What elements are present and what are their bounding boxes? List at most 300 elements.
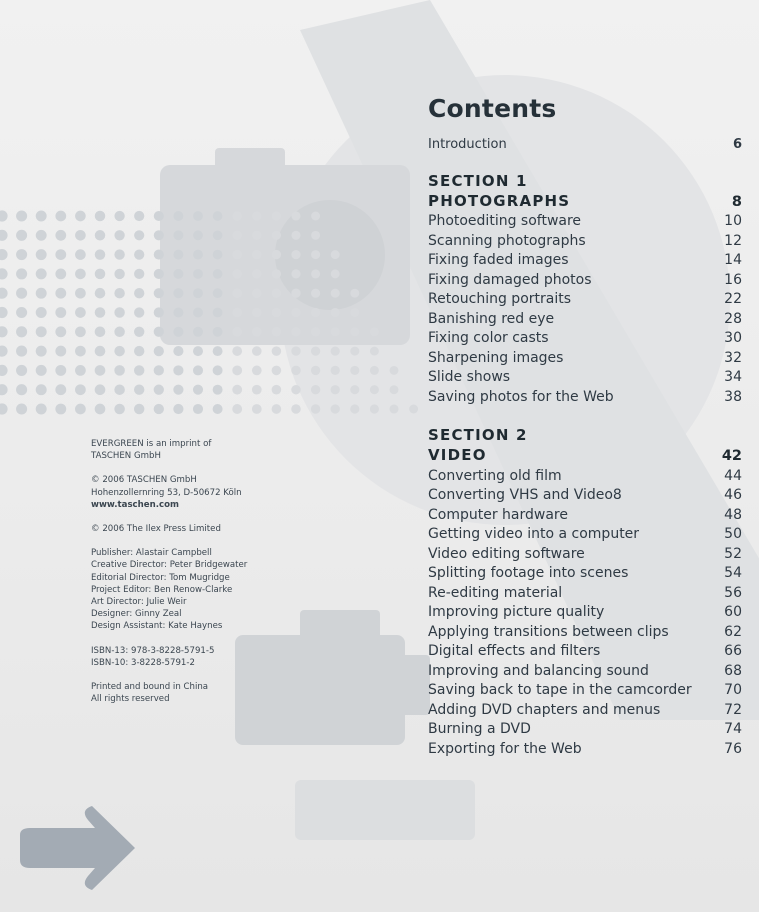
toc-entry-label: Burning a DVD (428, 721, 531, 737)
halftone-dot (36, 211, 47, 222)
halftone-dot (193, 250, 203, 260)
halftone-dot (154, 269, 164, 279)
halftone-dot (390, 385, 399, 394)
halftone-dot (114, 211, 124, 221)
halftone-dot (252, 404, 262, 414)
toc-entry-page: 72 (724, 701, 742, 718)
toc-entry[interactable] (428, 545, 742, 565)
toc-entry-introduction[interactable] (428, 135, 742, 155)
halftone-dot (36, 307, 47, 318)
imprint-copyright-taschen (91, 474, 331, 511)
imprint-line: Creative Director: Peter Bridgewater (91, 560, 248, 571)
toc-entry-page: 32 (724, 349, 742, 366)
halftone-dot (272, 346, 282, 356)
imprint-line: Publisher: Alastair Campbell (91, 548, 212, 559)
toc-entry[interactable] (428, 271, 742, 291)
toc-entry[interactable] (428, 701, 742, 721)
halftone-dot (55, 346, 66, 357)
halftone-dot (311, 289, 320, 298)
halftone-dot (213, 308, 223, 318)
halftone-dot (213, 404, 223, 414)
halftone-dot (173, 327, 183, 337)
halftone-dot (134, 230, 144, 240)
toc-entry[interactable] (428, 564, 742, 584)
imprint-line: TASCHEN GmbH (91, 451, 161, 462)
halftone-dot (291, 327, 300, 336)
halftone-dot (193, 230, 203, 240)
toc-entry-label: Converting old film (428, 467, 562, 484)
halftone-dot (311, 269, 320, 278)
halftone-dot (75, 211, 86, 222)
halftone-dot (36, 230, 47, 241)
contents-title: Contents (428, 94, 557, 123)
halftone-dot (173, 230, 183, 240)
halftone-dot (114, 384, 125, 395)
halftone-dot (36, 249, 47, 260)
imprint-copyright-ilex (91, 523, 331, 535)
halftone-dot (350, 366, 359, 375)
toc-entry[interactable] (428, 251, 742, 271)
halftone-dot (0, 210, 8, 221)
halftone-dot (36, 384, 47, 395)
toc-entry-label: Video editing software (428, 545, 585, 562)
halftone-dot (36, 288, 47, 299)
halftone-dot (95, 404, 106, 415)
halftone-dot (154, 211, 164, 221)
halftone-dot (350, 385, 359, 394)
halftone-dot (95, 384, 106, 395)
imprint-line: Designer: Ginny Zeal (91, 609, 182, 620)
toc-entry-label: Re-editing material (428, 584, 563, 601)
toc-entry-page: 62 (724, 623, 742, 640)
halftone-dot (252, 366, 262, 376)
halftone-dot (311, 231, 320, 240)
toc-entry[interactable] (428, 603, 742, 623)
toc-entry[interactable] (428, 623, 742, 643)
toc-entry[interactable] (428, 506, 742, 526)
toc-entry[interactable] (428, 584, 742, 604)
toc-entry-label: Exporting for the Web (428, 740, 582, 757)
halftone-dot (331, 250, 340, 259)
arrow-right-icon (20, 806, 135, 890)
halftone-dot (193, 365, 203, 375)
halftone-dot (232, 288, 242, 298)
toc-list-photographs (428, 212, 742, 407)
halftone-dot (173, 385, 183, 395)
halftone-dot (311, 250, 320, 259)
imprint-line: Art Director: Julie Weir (91, 597, 187, 608)
halftone-dot (75, 404, 86, 415)
toc-entry[interactable] (428, 740, 742, 760)
imprint-website-link[interactable]: www.taschen.com (91, 499, 179, 510)
halftone-dot (55, 384, 66, 395)
halftone-dot (311, 404, 320, 413)
halftone-dot (16, 230, 27, 241)
halftone-dot (114, 365, 125, 376)
halftone-dot (331, 327, 340, 336)
halftone-dot (0, 326, 8, 337)
halftone-dot (331, 366, 340, 375)
halftone-dot (36, 268, 47, 279)
toc-entry[interactable] (428, 525, 742, 545)
halftone-dot (370, 404, 379, 413)
section-page: 42 (721, 448, 742, 464)
imprint-line: © 2006 The Ilex Press Limited (91, 524, 221, 535)
halftone-dot (16, 384, 27, 395)
toc-entry-page: 6 (732, 137, 742, 152)
halftone-dot (193, 327, 203, 337)
halftone-dot (95, 365, 106, 376)
halftone-dot (232, 385, 242, 395)
toc-section-1 (428, 171, 742, 408)
halftone-dot (232, 327, 242, 337)
halftone-dot (55, 326, 66, 337)
halftone-dot (272, 269, 281, 278)
toc-entry[interactable] (428, 290, 742, 310)
halftone-dot (0, 346, 8, 357)
toc-entry-page: 14 (724, 252, 742, 268)
halftone-dot (154, 365, 164, 375)
halftone-dot (0, 384, 8, 395)
imprint-line: © 2006 TASCHEN GmbH (91, 475, 197, 486)
halftone-dot (154, 288, 164, 298)
halftone-dot (213, 346, 223, 356)
halftone-dot (173, 211, 183, 221)
toc-entry-page: 44 (724, 467, 742, 484)
halftone-dot (16, 403, 27, 414)
halftone-dot (272, 385, 282, 395)
toc-entry-page: 60 (724, 604, 742, 620)
toc-entry-page: 28 (724, 310, 742, 327)
halftone-dot (213, 385, 223, 395)
section-heading-video[interactable] (428, 445, 742, 467)
toc-entry[interactable] (428, 349, 742, 369)
halftone-dot (272, 250, 281, 259)
halftone-dot (213, 211, 223, 221)
halftone-dot (389, 404, 398, 413)
halftone-dot (0, 268, 8, 279)
toc-entry-page: 48 (724, 506, 742, 523)
toc-entry-page: 54 (724, 565, 742, 581)
halftone-dot (193, 385, 203, 395)
halftone-dot (114, 404, 125, 415)
halftone-dot (95, 269, 106, 280)
halftone-dot (134, 327, 144, 337)
halftone-dot (252, 211, 261, 220)
halftone-dot (232, 365, 242, 375)
halftone-dot (232, 346, 242, 356)
halftone-dot (75, 269, 86, 280)
halftone-dot (0, 403, 8, 414)
halftone-dot (95, 211, 105, 221)
imprint-printing (91, 681, 331, 705)
halftone-dot (350, 289, 359, 298)
halftone-dot (291, 250, 300, 259)
halftone-dot (95, 288, 106, 299)
halftone-dot (291, 231, 300, 240)
imprint-line: ISBN-13: 978-3-8228-5791-5 (91, 645, 215, 656)
toc-entry-label: Saving photos for the Web (428, 388, 614, 405)
toc-entry[interactable] (428, 329, 742, 349)
toc-entry[interactable] (428, 368, 742, 388)
halftone-dot (370, 366, 379, 375)
halftone-dot (213, 365, 223, 375)
halftone-dot (370, 347, 379, 356)
toc-entry[interactable] (428, 388, 742, 408)
toc-entry[interactable] (428, 212, 742, 232)
toc-entry[interactable] (428, 662, 742, 682)
halftone-dot (154, 404, 164, 414)
halftone-dot (311, 346, 320, 355)
section-title: VIDEO (428, 446, 487, 464)
halftone-dot (36, 404, 47, 415)
halftone-dot (291, 289, 300, 298)
halftone-dot (75, 365, 86, 376)
toc-entry-label: Introduction (428, 137, 507, 152)
halftone-dot (55, 307, 66, 318)
halftone-dot (272, 288, 281, 297)
halftone-dot (114, 327, 124, 337)
halftone-dot (173, 346, 183, 356)
imprint-credits (91, 547, 331, 632)
halftone-dot (95, 230, 105, 240)
halftone-dot (173, 250, 183, 260)
halftone-dot (95, 327, 106, 338)
halftone-dot (173, 307, 183, 317)
toc-entry-page: 12 (724, 232, 742, 249)
halftone-dot (311, 212, 320, 221)
halftone-dot (350, 347, 359, 356)
halftone-dot (55, 211, 66, 222)
section-label: SECTION 2 (428, 426, 528, 444)
halftone-dot (252, 327, 262, 337)
toc-entry-page: 70 (724, 682, 742, 698)
toc-entry-page: 56 (724, 584, 742, 601)
toc-entry-page: 16 (724, 271, 742, 288)
halftone-dot (55, 365, 66, 376)
toc-list-video (428, 467, 742, 760)
halftone-dot (134, 307, 144, 317)
toc-entry-label: Improving and balancing sound (428, 662, 649, 679)
halftone-dot (213, 288, 223, 298)
halftone-dot (331, 385, 340, 394)
toc-entry-label: Slide shows (428, 369, 511, 385)
toc-entry[interactable] (428, 232, 742, 252)
halftone-dot (16, 268, 27, 279)
halftone-dot (16, 346, 27, 357)
halftone-dot (291, 385, 300, 394)
halftone-dot (272, 308, 281, 317)
halftone-dot (252, 385, 262, 395)
imprint-line: Editorial Director: Tom Mugridge (91, 572, 230, 583)
halftone-dot (291, 308, 300, 317)
toc-entry[interactable] (428, 486, 742, 506)
section-page: 8 (731, 193, 742, 210)
halftone-dot (114, 230, 124, 240)
halftone-dot (134, 269, 144, 279)
imprint-line: Design Assistant: Kate Haynes (91, 621, 223, 632)
halftone-dot (232, 250, 242, 260)
halftone-dot (134, 288, 144, 298)
halftone-dot (193, 308, 203, 318)
toc-entry-page: 46 (724, 487, 742, 503)
imprint-line: Project Editor: Ben Renow-Clarke (91, 584, 233, 595)
toc-entry-page: 38 (724, 388, 742, 405)
halftone-dot (252, 250, 261, 259)
toc-entry-page: 52 (724, 545, 742, 562)
toc-entry-label: Sharpening images (428, 349, 564, 366)
halftone-dot (232, 404, 242, 414)
halftone-dot (134, 211, 144, 221)
toc-entry[interactable] (428, 467, 742, 487)
halftone-dot (311, 327, 320, 336)
halftone-dot (291, 346, 300, 355)
halftone-dot (134, 346, 144, 356)
toc-entry[interactable] (428, 310, 742, 330)
halftone-dot (134, 365, 144, 375)
halftone-dot (350, 404, 359, 413)
section-heading-photographs[interactable] (428, 191, 742, 213)
halftone-dot (36, 326, 47, 337)
halftone-dot (311, 308, 320, 317)
halftone-dot (213, 250, 223, 260)
halftone-dot (331, 404, 340, 413)
halftone-dot (16, 307, 27, 318)
halftone-dot (272, 366, 282, 376)
imprint-publisher-line (91, 438, 331, 462)
toc-entry-label: Fixing color casts (428, 330, 549, 346)
halftone-dot (291, 366, 300, 375)
toc-entry-label: Digital effects and filters (428, 643, 601, 659)
halftone-dot (154, 250, 164, 260)
halftone-dot (311, 385, 320, 394)
halftone-dot (311, 366, 320, 375)
toc-entry-page: 30 (724, 330, 742, 346)
toc-entry-label: Getting video into a computer (428, 526, 640, 542)
halftone-dot (173, 288, 183, 298)
toc-entry-label: Splitting footage into scenes (428, 565, 629, 581)
halftone-dot (154, 230, 164, 240)
toc-entry-label: Photoediting software (428, 213, 582, 229)
halftone-dot (291, 211, 300, 220)
halftone-dot (213, 230, 223, 240)
halftone-dot (213, 327, 223, 337)
halftone-dot (0, 230, 8, 241)
toc-entry-label: Scanning photographs (428, 232, 586, 249)
halftone-dot (0, 288, 8, 299)
halftone-dot (114, 249, 124, 259)
halftone-dot (16, 249, 27, 260)
imprint-line: Hohenzollernring 53, D-50672 Köln (91, 487, 242, 498)
halftone-dot (95, 346, 106, 357)
toc-entry[interactable] (428, 642, 742, 662)
toc-entry-label: Applying transitions between clips (428, 623, 669, 640)
toc-entry-label: Banishing red eye (428, 310, 555, 327)
section-title: PHOTOGRAPHS (428, 191, 571, 210)
toc-entry-page: 22 (724, 291, 742, 307)
halftone-dot (232, 308, 242, 318)
toc-entry-label: Adding DVD chapters and menus (428, 701, 661, 718)
halftone-dot (114, 269, 124, 279)
toc-entry-page: 50 (724, 526, 742, 542)
toc-entry-label: Fixing faded images (428, 252, 569, 268)
imprint-line: ISBN-10: 3-8228-5791-2 (91, 657, 195, 668)
imprint-block (91, 438, 331, 717)
halftone-dot (75, 346, 86, 357)
halftone-dot (16, 210, 27, 221)
toc-entry-label: Computer hardware (428, 506, 568, 523)
halftone-dot (0, 307, 8, 318)
halftone-dot (272, 231, 281, 240)
halftone-dot (154, 327, 164, 337)
halftone-dot (134, 249, 144, 259)
halftone-dot (272, 211, 281, 220)
halftone-dot (252, 231, 261, 240)
halftone-dot (331, 269, 340, 278)
halftone-dot (370, 327, 379, 336)
halftone-dot (252, 308, 262, 318)
halftone-dot (193, 404, 203, 414)
halftone-dot (173, 269, 183, 279)
imprint-line: Printed and bound in China (91, 682, 209, 693)
halftone-dot (75, 307, 86, 318)
halftone-dot (272, 404, 282, 414)
halftone-dot (154, 346, 164, 356)
halftone-dot (75, 384, 86, 395)
halftone-dot (232, 269, 242, 279)
halftone-dot (291, 269, 300, 278)
halftone-dot (95, 307, 106, 318)
halftone-dot (55, 249, 66, 260)
imprint-isbn (91, 645, 331, 669)
halftone-dot (331, 289, 340, 298)
halftone-dot (55, 404, 66, 415)
halftone-dot (173, 404, 183, 414)
halftone-dot (0, 365, 8, 376)
toc-entry-page: 68 (724, 662, 742, 679)
halftone-dot (16, 288, 27, 299)
halftone-dot (55, 269, 66, 280)
halftone-dot (36, 346, 47, 357)
toc-entry[interactable] (428, 720, 742, 740)
halftone-dot (193, 288, 203, 298)
halftone-dot (16, 365, 27, 376)
toc-entry-page: 10 (724, 213, 742, 229)
halftone-dot (134, 404, 144, 414)
halftone-dot (193, 269, 203, 279)
toc-entry-label: Retouching portraits (428, 291, 572, 307)
halftone-dot (331, 308, 340, 317)
halftone-dot (75, 249, 86, 260)
halftone-dot (252, 288, 262, 298)
halftone-dot (95, 249, 106, 260)
halftone-dot (272, 327, 282, 337)
imprint-line: EVERGREEN is an imprint of (91, 439, 212, 449)
halftone-dot (154, 385, 164, 395)
halftone-dot (331, 347, 340, 356)
halftone-dot (0, 249, 8, 260)
toc-entry[interactable] (428, 681, 742, 701)
halftone-dot (232, 211, 242, 221)
halftone-dot (409, 405, 418, 414)
halftone-dot (114, 346, 124, 356)
halftone-dot (213, 269, 223, 279)
halftone-dot (114, 288, 124, 298)
halftone-dot (350, 308, 359, 317)
toc-entry-page: 66 (724, 643, 742, 659)
halftone-dot (193, 211, 203, 221)
halftone-dot (75, 230, 86, 241)
